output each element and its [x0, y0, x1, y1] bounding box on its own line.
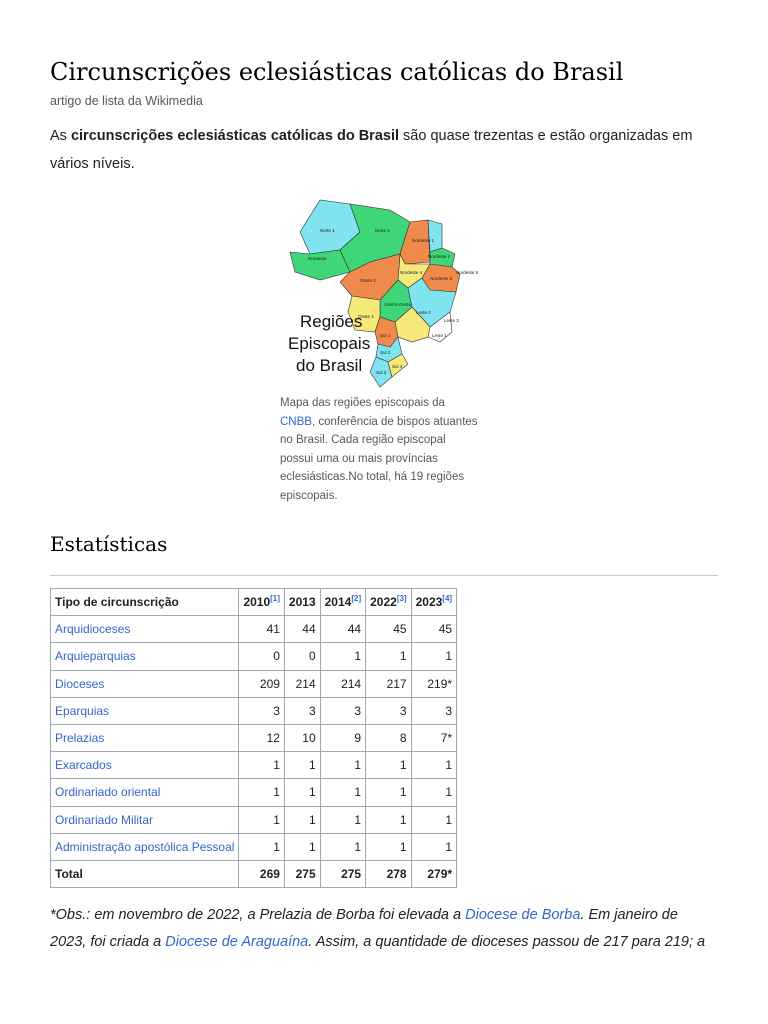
- region-label: Nordeste 2: [428, 254, 451, 259]
- map-caption: [280, 394, 480, 505]
- region-label: Nordeste 3: [430, 276, 453, 281]
- header-label: Tipo de circunscrição: [55, 595, 179, 610]
- cell-type: [51, 833, 239, 860]
- cell-value: 7*: [411, 724, 456, 751]
- cell-value: 44: [284, 616, 320, 643]
- intro-paragraph: [50, 122, 718, 178]
- region-label: Sul 2: [380, 350, 391, 355]
- cell-value: 41: [239, 616, 284, 643]
- cell-value: 1: [284, 752, 320, 779]
- cell-type: [51, 670, 239, 697]
- table-row: [51, 670, 457, 697]
- total-value: 278: [366, 860, 411, 887]
- brazil-regions-map[interactable]: [280, 192, 480, 392]
- circumscription-link[interactable]: Dioceses: [55, 676, 105, 691]
- total-value: 269: [239, 860, 284, 887]
- cell-type: [51, 724, 239, 751]
- cell-value: 45: [366, 616, 411, 643]
- circumscription-link[interactable]: Arquieparquias: [55, 649, 136, 664]
- cell-value: 9: [320, 724, 365, 751]
- region-label: Nordeste 5: [456, 270, 479, 275]
- table-row: [51, 643, 457, 670]
- map-title-line-1: Regiões: [300, 312, 363, 331]
- cell-value: 1: [284, 833, 320, 860]
- cell-value: 3: [366, 697, 411, 724]
- circumscription-link[interactable]: Eparquias: [55, 703, 110, 718]
- total-value: 275: [284, 860, 320, 887]
- region-label: Nordeste 1: [412, 238, 435, 243]
- table-total-row: [51, 860, 457, 887]
- cell-value: 1: [411, 643, 456, 670]
- cell-value: 1: [320, 779, 365, 806]
- intro-prefix: As: [50, 128, 71, 144]
- page-title: Circunscrições eclesiásticas católicas do Brasil: [50, 58, 624, 86]
- footnote-paragraph: [50, 902, 718, 956]
- reference-link[interactable]: [4]: [442, 594, 453, 604]
- reference-link[interactable]: [3]: [396, 594, 407, 604]
- cell-value: 1: [320, 806, 365, 833]
- cell-value: 1: [320, 643, 365, 670]
- header-2013: [284, 589, 320, 616]
- cell-value: 0: [284, 643, 320, 670]
- cell-value: 1: [239, 833, 284, 860]
- table-header-row: [51, 589, 457, 616]
- header-label: 2013: [288, 595, 316, 610]
- header-label: 2014: [324, 595, 352, 610]
- cell-value: 1: [366, 806, 411, 833]
- region-label: Centro-Oeste: [384, 302, 412, 307]
- cell-value: 8: [366, 724, 411, 751]
- header-label: 2023: [415, 595, 443, 610]
- region-label: Sul 3: [376, 370, 387, 375]
- cell-value: 12: [239, 724, 284, 751]
- circumscription-link[interactable]: Administração apostólica Pessoal: [55, 839, 235, 854]
- note-text-2: . Em janeiro de 2023, foi criada a: [50, 907, 678, 950]
- diocese-araguaina-link[interactable]: Diocese de Araguaína: [165, 934, 309, 950]
- table-row: [51, 833, 457, 860]
- total-value: 275: [320, 860, 365, 887]
- region-label: Noroeste: [308, 256, 327, 261]
- region-label: Leste 3: [444, 318, 459, 323]
- circumscription-link[interactable]: Ordinariado Militar: [55, 812, 154, 827]
- circumscription-link[interactable]: Arquidioceses: [55, 622, 131, 637]
- cell-value: 1: [366, 752, 411, 779]
- total-value: 279*: [411, 860, 456, 887]
- note-text-3: . Assim, a quantidade de dioceses passou de 217 para 219; a: [308, 934, 706, 950]
- cell-value: 214: [284, 670, 320, 697]
- region-label: Oeste 2: [360, 278, 376, 283]
- intro-bold: circunscrições eclesiásticas católicas do Brasil: [70, 128, 400, 144]
- header-2023: [411, 589, 456, 616]
- cell-value: 1: [239, 779, 284, 806]
- cell-value: 1: [366, 643, 411, 670]
- table-row: [51, 806, 457, 833]
- circumscription-link[interactable]: Exarcados: [55, 758, 112, 773]
- cell-value: 0: [239, 643, 284, 670]
- table-row: [51, 724, 457, 751]
- region-label: Oeste 1: [358, 314, 374, 319]
- cell-value: 1: [239, 752, 284, 779]
- cell-value: 1: [411, 806, 456, 833]
- table-row: [51, 697, 457, 724]
- map-title-line-2: Episcopais: [288, 334, 371, 353]
- cell-value: 1: [320, 833, 365, 860]
- caption-text-2: , conferência de bispos atuantes no Brasil. Cada região episcopal possui uma ou mais províncias eclesiásticas.No total, há 19 regiões episcopais.: [280, 415, 478, 502]
- cell-value: 219*: [411, 670, 456, 697]
- region-label: Nordeste 4: [400, 270, 423, 275]
- header-label: 2022: [370, 595, 397, 610]
- cell-type: [51, 616, 239, 643]
- table-row: [51, 779, 457, 806]
- cell-value: 1: [284, 806, 320, 833]
- cell-value: 209: [239, 670, 284, 697]
- header-2010: [239, 589, 284, 616]
- region-label: Sul 4: [392, 364, 403, 369]
- cell-value: 1: [366, 779, 411, 806]
- note-text: *Obs.: em novembro de 2022, a Prelazia de Borba foi elevada a: [50, 907, 466, 923]
- cell-type: [51, 643, 239, 670]
- cell-type: [51, 752, 239, 779]
- header-2022: [366, 589, 411, 616]
- total-label: Total: [51, 860, 239, 887]
- cell-value: 1: [320, 752, 365, 779]
- cell-value: 1: [411, 752, 456, 779]
- statistics-table: [50, 588, 457, 888]
- map-figure: [280, 192, 480, 505]
- reference-link[interactable]: [1]: [270, 594, 280, 604]
- cell-value: 1: [411, 833, 456, 860]
- map-title-line-3: do Brasil: [296, 356, 363, 375]
- region-label: Norte 2: [375, 228, 390, 233]
- cnbb-link[interactable]: CNBB: [280, 415, 312, 428]
- cell-value: 10: [284, 724, 320, 751]
- region-label: Leste 1: [432, 333, 447, 338]
- table-row: [51, 752, 457, 779]
- cell-value: 1: [411, 779, 456, 806]
- header-label: 2010: [243, 595, 271, 610]
- cell-value: 1: [366, 833, 411, 860]
- cell-value: 3: [239, 697, 284, 724]
- cell-type: [51, 779, 239, 806]
- caption-text: Mapa das regiões episcopais da: [280, 397, 445, 409]
- cell-type: [51, 697, 239, 724]
- section-title: Estatísticas: [50, 532, 168, 556]
- cell-type: [51, 806, 239, 833]
- region-label: Leste 2: [416, 310, 431, 315]
- cell-value: 1: [239, 806, 284, 833]
- region-label: Sul 1: [380, 333, 391, 338]
- diocese-borba-link[interactable]: Diocese de Borba: [465, 907, 581, 923]
- reference-link[interactable]: [2]: [351, 594, 362, 604]
- cell-value: 3: [284, 697, 320, 724]
- section-divider: [50, 575, 718, 576]
- table-row: [51, 616, 457, 643]
- cell-value: 214: [320, 670, 365, 697]
- cell-value: 217: [366, 670, 411, 697]
- circumscription-link[interactable]: Ordinariado oriental: [55, 785, 161, 800]
- page-subtitle: artigo de lista da Wikimedia: [50, 94, 203, 108]
- cell-value: 1: [284, 779, 320, 806]
- header-2014: [320, 589, 365, 616]
- circumscription-link[interactable]: Prelazias: [55, 731, 105, 746]
- cell-value: 44: [320, 616, 365, 643]
- header-type: [51, 589, 239, 616]
- cell-value: 3: [411, 697, 456, 724]
- region-label: Norte 1: [320, 228, 335, 233]
- cell-value: 3: [320, 697, 365, 724]
- cell-value: 45: [411, 616, 456, 643]
- intro-suffix: são quase trezentas e estão organizadas em vários níveis.: [50, 128, 693, 172]
